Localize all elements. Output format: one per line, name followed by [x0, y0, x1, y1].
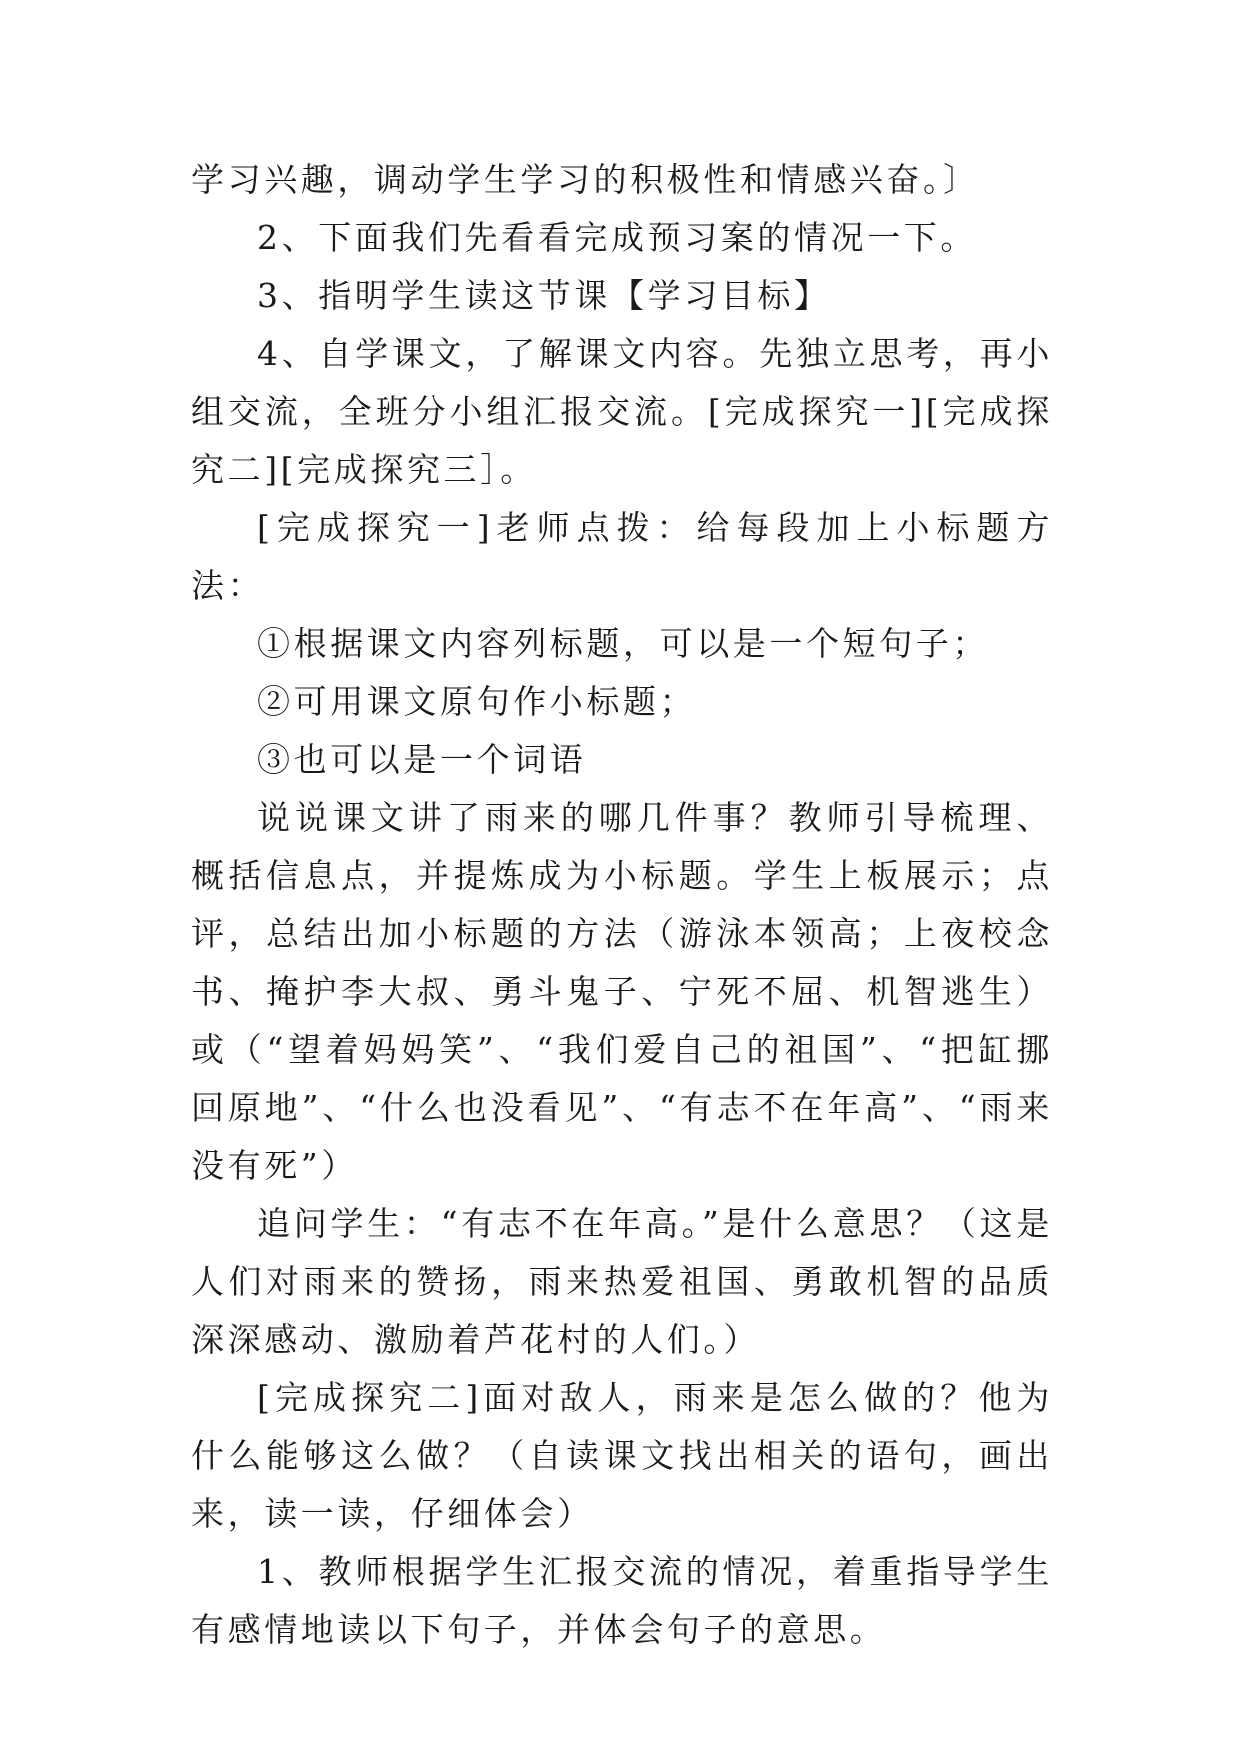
paragraph-8: ③也可以是一个词语: [257, 740, 587, 779]
document-body: [191, 151, 1053, 1659]
paragraph-4: 4、自学课文，了解课文内容。先独立思考，再小组交流，全班分小组汇报交流。[完成探究一][完成探究二][完成探究三］。: [191, 334, 1053, 489]
paragraph-5: [完成探究一]老师点拨：给每段加上小标题方法：: [191, 508, 1053, 605]
paragraph-3: 3、指明学生读这节课【学习目标】: [257, 276, 831, 315]
paragraph-12: 1、教师根据学生汇报交流的情况，着重指导学生有感情地读以下句子，并体会句子的意思。: [191, 1552, 1053, 1649]
paragraph-9: 说说课文讲了雨来的哪几件事？教师引导梳理、概括信息点，并提炼成为小标题。学生上板展示；点评，总结出加小标题的方法（游泳本领高；上夜校念书、掩护李大叔、勇斗鬼子、宁死不屈、机智逃生）或（“望着妈妈笑”、“我们爱自己的祖国”、“把缸挪回原地”、“什么也没看见”、“有志不在年高”、“雨来没有死”）: [191, 798, 1053, 1185]
paragraph-11: [完成探究二]面对敌人，雨来是怎么做的？他为什么能够这么做？（自读课文找出相关的语句，画出来，读一读，仔细体会）: [191, 1378, 1053, 1533]
paragraph-10: 追问学生：“有志不在年高。”是什么意思？（这是人们对雨来的赞扬，雨来热爱祖国、勇敢机智的品质深深感动、激励着芦花村的人们。）: [191, 1204, 1053, 1359]
paragraph-6: ①根据课文内容列标题，可以是一个短句子；: [257, 624, 989, 663]
paragraph-1: 学习兴趣，调动学生学习的积极性和情感兴奋。〕: [191, 160, 980, 199]
paragraph-2: 2、下面我们先看看完成预习案的情况一下。: [257, 218, 977, 257]
paragraph-7: ②可用课文原句作小标题；: [257, 682, 697, 721]
